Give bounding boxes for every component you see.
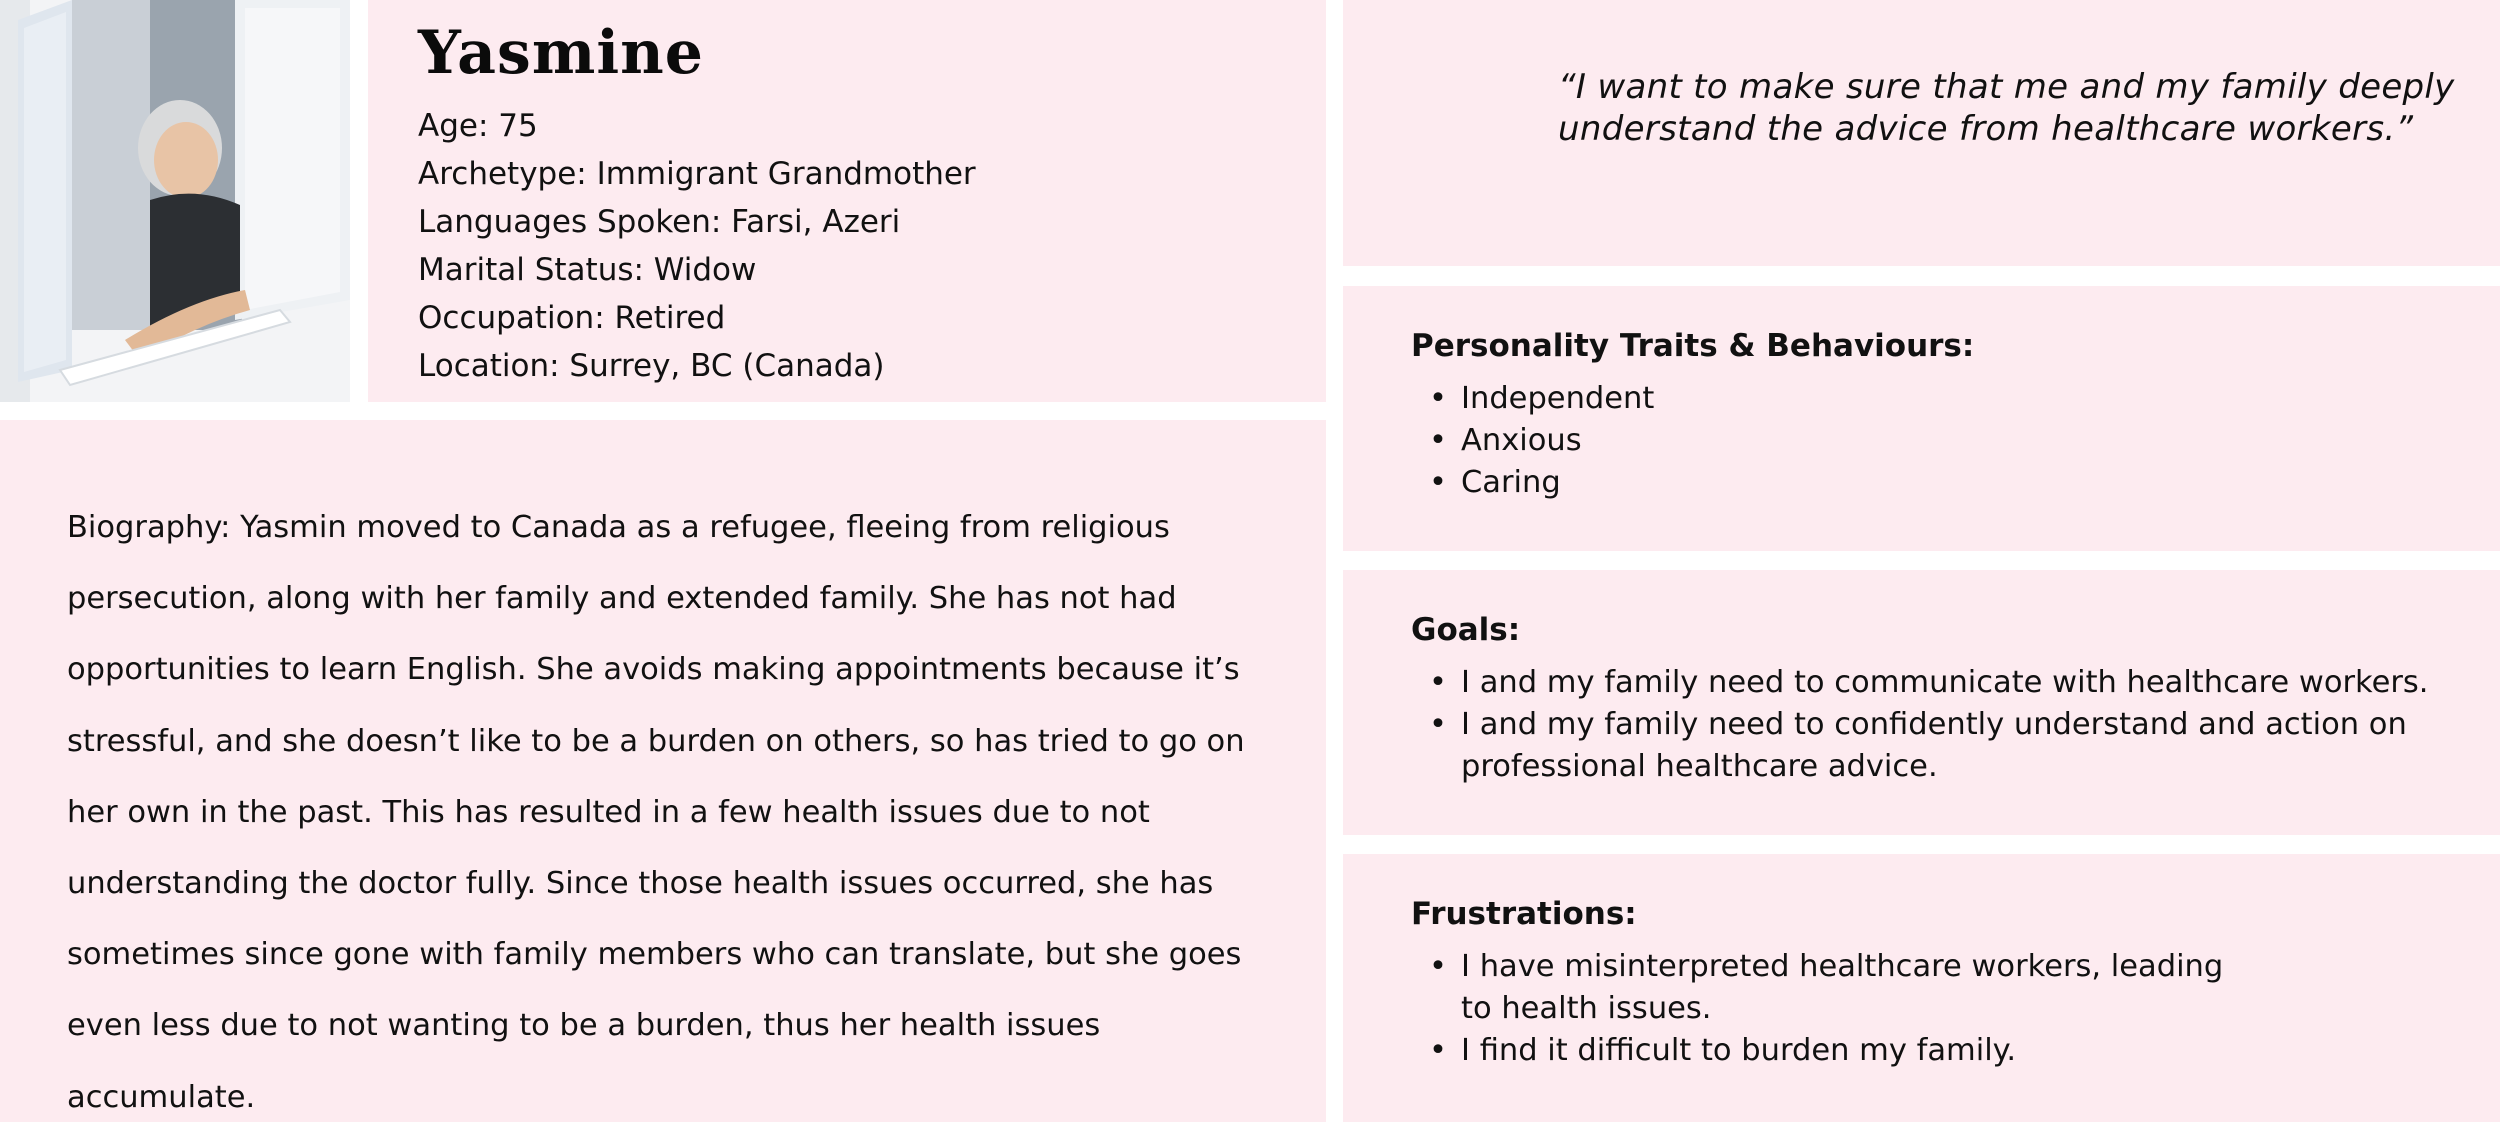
bullet-icon: • [1429, 465, 1447, 500]
goals-title: Goals: [1411, 612, 1521, 648]
bullet-icon: • [1429, 423, 1447, 458]
profile-panel [368, 0, 1326, 402]
list-item [1411, 462, 2481, 504]
attribute-marital-status: Marital Status: Widow [418, 252, 757, 288]
goals-panel [1343, 570, 2500, 835]
biography-body: Yasmin moved to Canada as a refugee, fleeing from religious persecution, along with her family and extended family. She has not had opportunities to learn English. She avoids making appointments because it’s stressful, and she doesn’t like to be a burden on others, so has tried to go on her own in the past. This has resulted in a few health issues due to not understanding the doctor fully. Since those health issues occurred, she has sometimes since gone with family members who can translate, but she goes even less due to not wanting to be a burden, thus her health issues accumulate. [67, 510, 1245, 1115]
trait-text: Independent [1461, 381, 1655, 416]
attribute-occupation: Occupation: Retired [418, 300, 726, 336]
persona-attributes [418, 102, 976, 390]
persona-quote: “I want to make sure that me and my family deeply understand the advice from healthcare workers.” [1558, 67, 2455, 149]
list-item [1411, 946, 2241, 1030]
attribute-location: Location: Surrey, BC (Canada) [418, 348, 885, 384]
trait-text: Anxious [1461, 423, 1582, 458]
biography-text [67, 492, 1287, 1133]
bullet-icon: • [1429, 707, 1447, 742]
bullet-icon: • [1429, 1033, 1447, 1068]
traits-panel [1343, 286, 2500, 551]
list-item [1411, 420, 2481, 462]
attribute-archetype: Archetype: Immigrant Grandmother [418, 156, 976, 192]
frustrations-panel [1343, 854, 2500, 1122]
bullet-icon: • [1429, 949, 1447, 984]
biography-label: Biography: [67, 510, 231, 545]
list-item [1411, 704, 2481, 788]
goal-text: I and my family need to confidently understand and action on professional healthcare advice. [1461, 707, 2407, 784]
persona-photo [0, 0, 350, 402]
traits-list [1411, 378, 2481, 504]
frustration-text: I have misinterpreted healthcare workers, leading to health issues. [1461, 949, 2224, 1026]
persona-name: Yasmine [418, 18, 704, 88]
trait-text: Caring [1461, 465, 1561, 500]
list-item [1411, 1030, 2241, 1072]
traits-title: Personality Traits & Behaviours: [1411, 328, 1975, 364]
goals-list [1411, 662, 2481, 788]
list-item [1411, 378, 2481, 420]
goal-text: I and my family need to communicate with healthcare workers. [1461, 665, 2429, 700]
bullet-icon: • [1429, 665, 1447, 700]
attribute-age: Age: 75 [418, 108, 538, 144]
quote-panel [1343, 0, 2500, 266]
attribute-languages: Languages Spoken: Farsi, Azeri [418, 204, 901, 240]
bullet-icon: • [1429, 381, 1447, 416]
frustration-text: I find it difficult to burden my family. [1461, 1033, 2017, 1068]
list-item [1411, 662, 2481, 704]
frustrations-title: Frustrations: [1411, 896, 1637, 932]
frustrations-list [1411, 946, 2241, 1072]
grandmother-at-window-photo [0, 0, 350, 402]
biography-panel [0, 420, 1326, 1122]
